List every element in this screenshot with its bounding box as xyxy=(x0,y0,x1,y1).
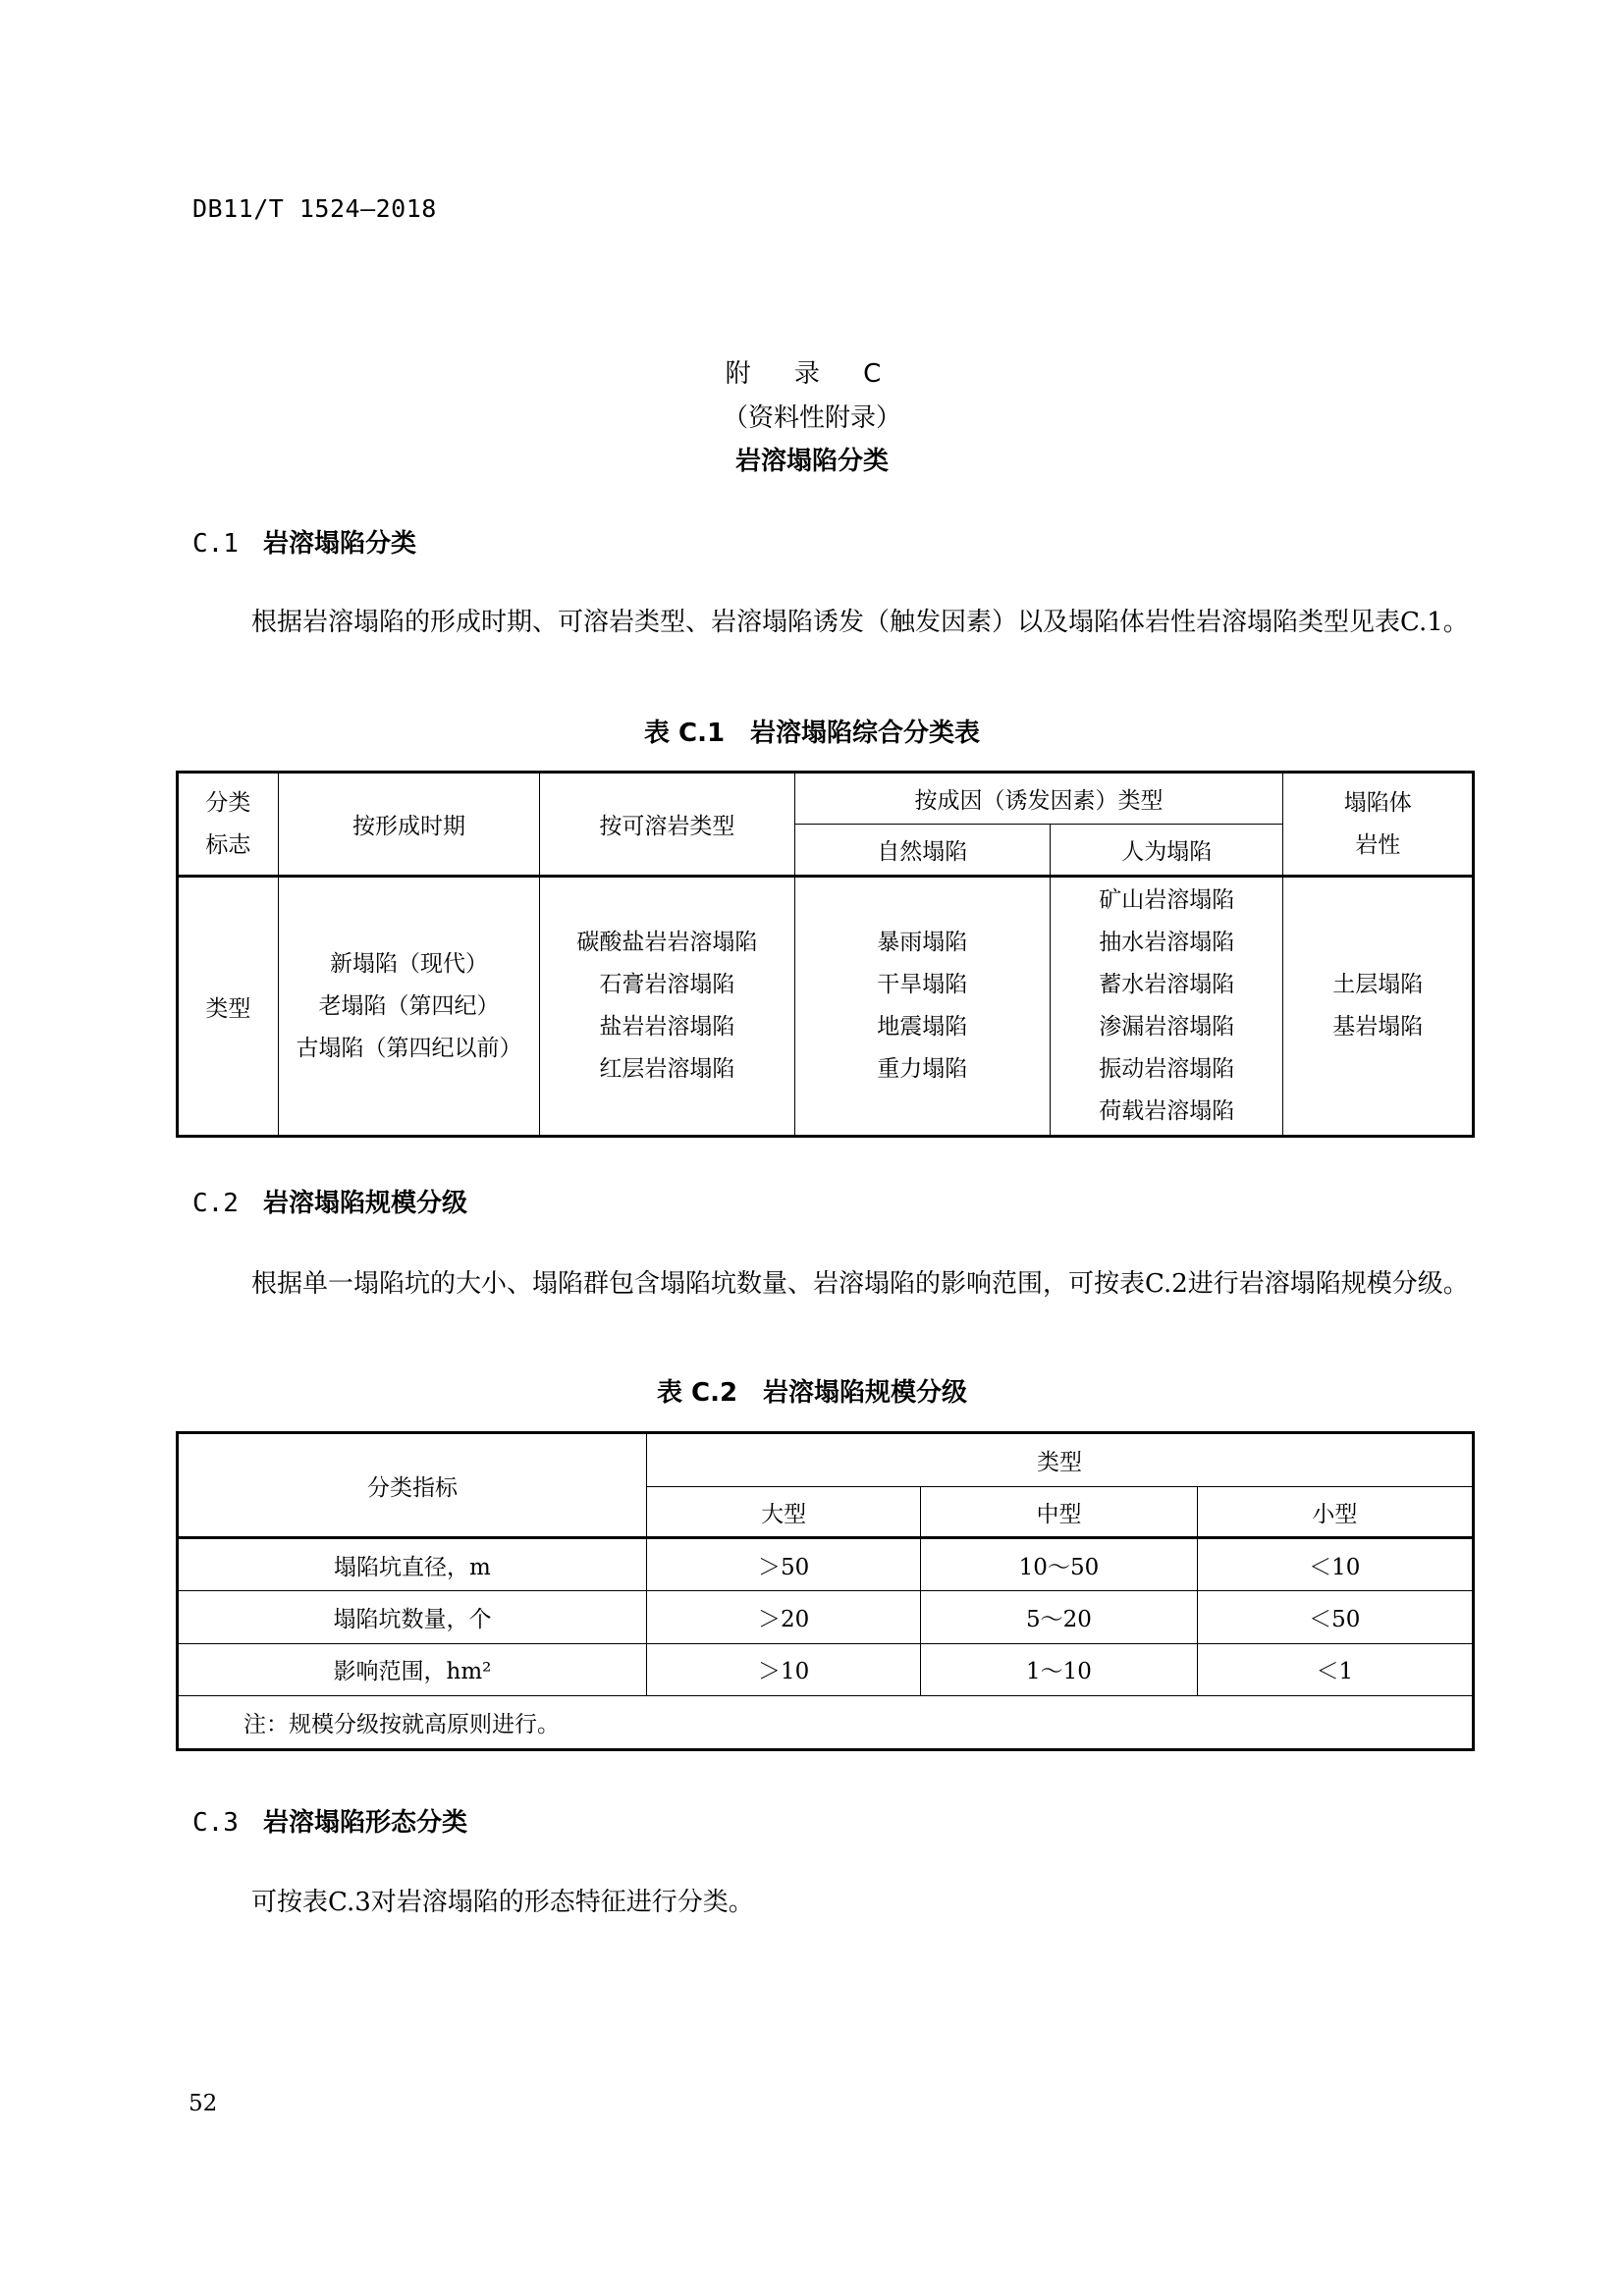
list-item: 荷载岩溶塌陷 xyxy=(1099,1098,1235,1124)
cell-lithology xyxy=(1283,877,1474,1137)
cell-medium: 1～10 xyxy=(921,1643,1197,1695)
header-type: 类型 xyxy=(646,1433,1473,1487)
section-number: C.1 xyxy=(192,529,239,559)
table-row xyxy=(178,1538,1474,1591)
list-item: 抽水岩溶塌陷 xyxy=(1099,930,1235,955)
cell-large: ＞20 xyxy=(646,1591,920,1643)
list-item: 古塌陷（第四纪以前） xyxy=(296,1035,522,1061)
row-label: 塌陷坑数量，个 xyxy=(178,1591,647,1643)
table1-caption: 表 C.1 岩溶塌陷综合分类表 xyxy=(643,719,981,748)
cell-small: ＜1 xyxy=(1197,1643,1473,1695)
cell-human xyxy=(1050,877,1282,1137)
list-item: 红层岩溶塌陷 xyxy=(599,1056,735,1082)
row-label: 塌陷坑直径，m xyxy=(178,1538,647,1591)
list-item: 石膏岩溶塌陷 xyxy=(599,972,735,997)
appendix-title: 附 录 C xyxy=(725,359,899,389)
header-lithology: 塌陷体 岩性 xyxy=(1283,773,1474,877)
cell-natural xyxy=(794,877,1050,1137)
section-title: 岩溶塌陷分类 xyxy=(263,529,417,559)
header-small: 小型 xyxy=(1197,1487,1473,1538)
row-label: 类型 xyxy=(178,877,279,1137)
list-item: 土层塌陷 xyxy=(1332,972,1424,997)
appendix-name: 岩溶塌陷分类 xyxy=(734,447,889,476)
list-item: 暴雨塌陷 xyxy=(877,930,968,955)
appendix-subtitle: （资料性附录） xyxy=(722,403,901,433)
section-heading-c1 xyxy=(192,523,416,560)
page-number: 52 xyxy=(189,2091,218,2116)
table2-caption: 表 C.2 岩溶塌陷规模分级 xyxy=(656,1378,968,1408)
list-item: 碳酸盐岩岩溶塌陷 xyxy=(576,930,758,955)
table-row xyxy=(178,1591,1474,1643)
table-row xyxy=(178,1643,1474,1695)
cell-by-period xyxy=(278,877,539,1137)
list-item: 重力塌陷 xyxy=(877,1056,968,1082)
section-paragraph-c2: 根据单一塌陷坑的大小、塌陷群包含塌陷坑数量、岩溶塌陷的影响范围，可按表C.2进行岩溶塌陷规模分级。 xyxy=(251,1269,1469,1299)
header-by-period: 按形成时期 xyxy=(278,773,539,877)
header-by-rock: 按可溶岩类型 xyxy=(540,773,794,877)
list-item: 基岩塌陷 xyxy=(1332,1014,1424,1040)
scale-table xyxy=(176,1431,1475,1751)
header-human: 人为塌陷 xyxy=(1050,825,1282,877)
section-title: 岩溶塌陷规模分级 xyxy=(263,1189,468,1218)
header-medium: 中型 xyxy=(921,1487,1197,1538)
cell-small: ＜10 xyxy=(1197,1538,1473,1591)
header-large: 大型 xyxy=(646,1487,920,1538)
section-number: C.3 xyxy=(192,1808,239,1838)
document-code: DB11/T 1524—2018 xyxy=(192,194,437,223)
cell-medium: 10～50 xyxy=(921,1538,1197,1591)
list-item: 新塌陷（现代） xyxy=(330,950,488,977)
list-item: 蓄水岩溶塌陷 xyxy=(1099,972,1235,997)
cell-large: ＞10 xyxy=(646,1643,920,1695)
cell-by-rock xyxy=(540,877,794,1137)
list-item: 老塌陷（第四纪） xyxy=(318,992,500,1019)
header-index: 分类指标 xyxy=(178,1433,647,1538)
cell-small: ＜50 xyxy=(1197,1591,1473,1643)
list-item: 干旱塌陷 xyxy=(877,972,968,997)
cell-medium: 5～20 xyxy=(921,1591,1197,1643)
section-number: C.2 xyxy=(192,1189,239,1218)
header-natural: 自然塌陷 xyxy=(794,825,1050,877)
list-item: 振动岩溶塌陷 xyxy=(1099,1056,1235,1082)
row-label: 影响范围，hm² xyxy=(178,1643,647,1695)
list-item: 盐岩岩溶塌陷 xyxy=(599,1014,735,1040)
cell-large: ＞50 xyxy=(646,1538,920,1591)
list-item: 矿山岩溶塌陷 xyxy=(1099,887,1235,913)
classification-table xyxy=(176,771,1475,1138)
section-paragraph-c1: 根据岩溶塌陷的形成时期、可溶岩类型、岩溶塌陷诱发（触发因素）以及塌陷体岩性岩溶塌陷类型见表C.1。 xyxy=(251,608,1469,637)
section-heading-c2 xyxy=(192,1183,467,1219)
table-note: 注：规模分级按就高原则进行。 xyxy=(178,1695,1474,1749)
header-by-cause: 按成因（诱发因素）类型 xyxy=(794,773,1283,825)
section-title: 岩溶塌陷形态分类 xyxy=(263,1808,468,1838)
section-paragraph-c3: 可按表C.3对岩溶塌陷的形态特征进行分类。 xyxy=(251,1888,754,1917)
list-item: 渗漏岩溶塌陷 xyxy=(1099,1014,1235,1040)
list-item: 地震塌陷 xyxy=(877,1014,968,1040)
section-heading-c3 xyxy=(192,1802,467,1839)
header-category: 分类 标志 xyxy=(178,773,279,877)
